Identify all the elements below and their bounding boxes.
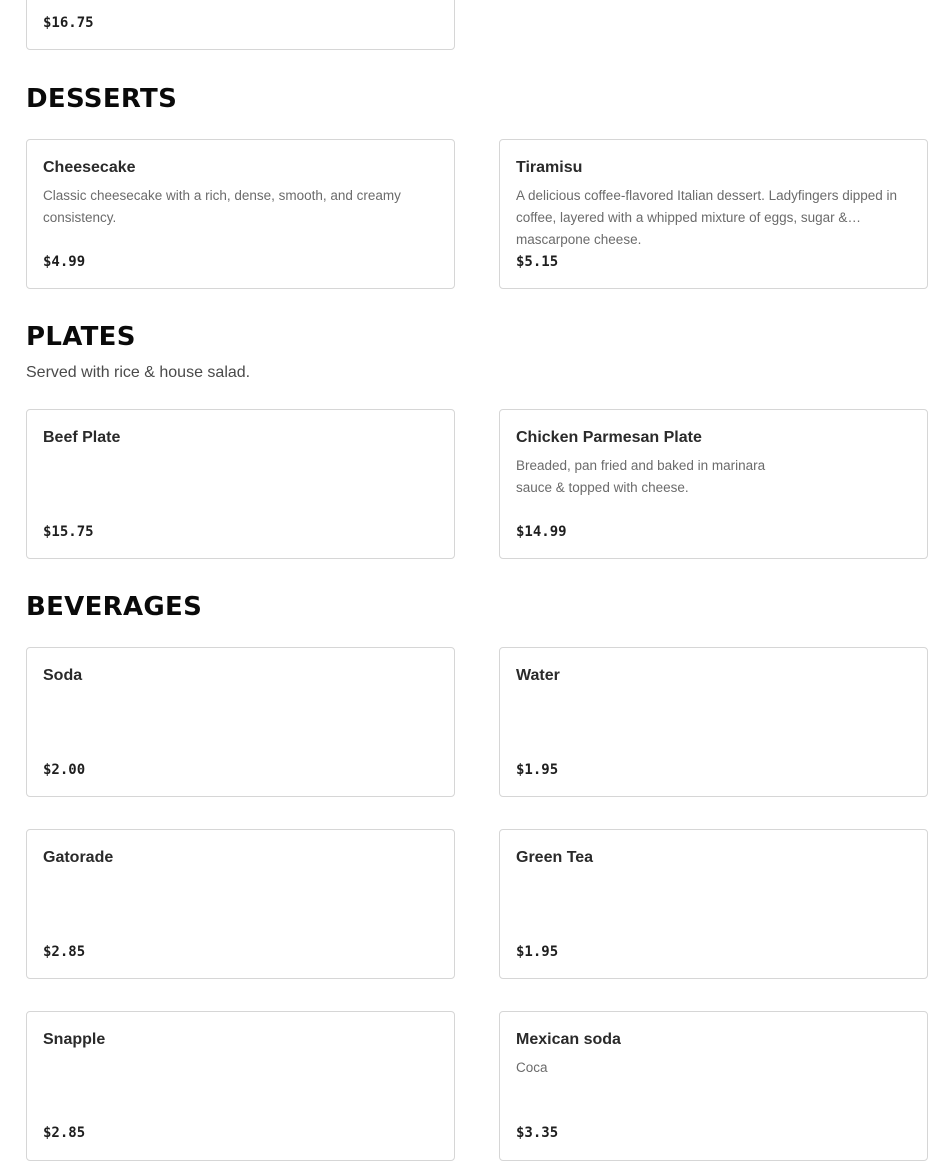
item-price: $1.95 [516,944,559,960]
menu-item-card[interactable] [26,829,455,979]
menu-item-card[interactable] [26,1011,455,1161]
menu-item-card[interactable] [499,647,928,797]
section-title-plates: PLATES [26,322,136,352]
item-description: A delicious coffee-flavored Italian dessert. Ladyfingers dipped in coffee, layered with a whipped mixture of eggs, sugar & mascarpone cheese. [516,188,897,247]
menu-item-card[interactable] [26,647,455,797]
menu-item-card[interactable] [499,1011,928,1161]
item-price: $15.75 [43,524,94,540]
item-price: $2.00 [43,762,86,778]
menu-item-card[interactable] [26,409,455,559]
item-name: Cheesecake [43,159,136,176]
item-description: Coca [516,1060,548,1075]
item-name: Green Tea [516,849,594,866]
item-name: Mexican soda [516,1031,621,1048]
menu-item-card[interactable] [499,829,928,979]
section-title-desserts: DESSERTS [26,84,178,114]
item-price: $16.75 [43,15,94,31]
section-subtitle-plates: Served with rice & house salad. [26,364,251,381]
item-name: Soda [43,667,83,684]
section-title-beverages: BEVERAGES [26,592,203,622]
item-name: Water [516,667,560,684]
item-description: Classic cheesecake with a rich, dense, smooth, and creamy consistency. [43,188,401,225]
menu-item-card[interactable] [26,139,455,289]
menu-item-card[interactable] [499,139,928,289]
item-price: $4.99 [43,254,86,270]
item-price: $2.85 [43,1125,86,1141]
item-name: Gatorade [43,849,114,866]
item-name: Chicken Parmesan Plate [516,429,702,446]
item-name: Beef Plate [43,429,121,446]
item-price: $2.85 [43,944,86,960]
menu-item-card[interactable] [499,409,928,559]
menu-item-card[interactable] [26,0,455,50]
item-price: $5.15 [516,254,559,270]
item-price: $1.95 [516,762,559,778]
item-description: Breaded, pan fried and baked in marinara sauce & topped with cheese. [516,458,766,495]
item-price: $3.35 [516,1125,559,1141]
item-name: Tiramisu [516,159,583,176]
item-name: Snapple [43,1031,106,1048]
item-price: $14.99 [516,524,567,540]
